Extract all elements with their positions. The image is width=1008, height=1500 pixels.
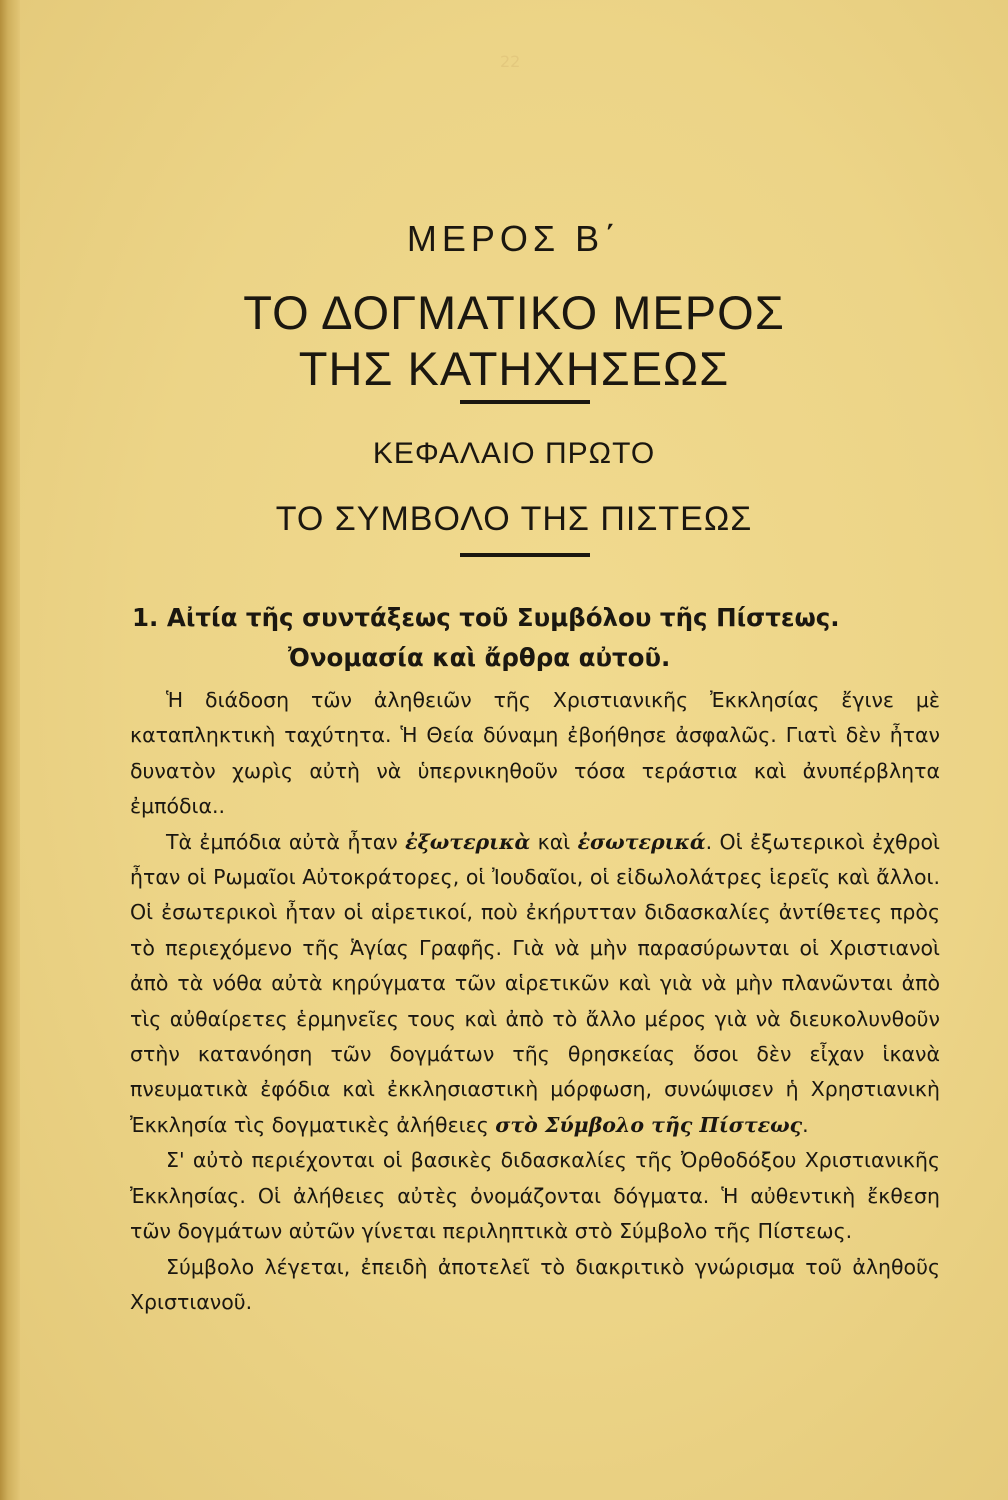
paragraph-text: Σύμβολο λέγεται, ἐπειδὴ ἀποτελεῖ τὸ διακριτικὸ γνώρισμα τοῦ ἀληθοῦς Χριστιανοῦ. [130,1254,940,1314]
main-title-line: ΤΗΣ ΚΑΤΗΧΗΣΕΩΣ [298,342,730,395]
paragraph [130,1143,940,1249]
page-number: 22 [500,52,521,71]
paragraph [130,1250,940,1321]
chapter-title: ΤΟ ΣΥΜΒΟΛΟ ΤΗΣ ΠΙΣΤΕΩΣ [275,500,753,538]
divider-rule [460,400,590,404]
section-heading-line: 1. Αἰτία τῆς συντάξεως τοῦ Συμβόλου τῆς Πίστεως. [132,603,840,632]
part-label: ΜΕΡΟΣ Β΄ [406,218,622,259]
paragraph [130,825,940,1144]
body-text [130,683,940,1320]
section-heading-line: Ὀνομασία καὶ ἄρθρα αὐτοῦ. [288,643,671,672]
emphasis-text: ἐσωτερικά [577,829,706,854]
paragraph-text: Ἡ διάδοση τῶν ἀληθειῶν τῆς Χριστιανικῆς Ἐκκλησίας ἔγινε μὲ καταπληκτικὴ ταχύτητα. Ἡ Θεία δύναμη ἐβοήθησε ἀσφαλῶς. Γιατὶ δὲν ἦταν δυνατὸν χωρὶς αὐτὴ νὰ ὑπερνικηθοῦν τόσα τεράστια καὶ ἀνυπέρβλητα ἐμπόδια.. [130,688,940,819]
book-page [20,0,1008,1500]
paragraph-text: Τὰ ἐμπόδια αὐτὰ ἦταν [166,829,406,854]
section-heading [132,598,932,678]
divider-rule [460,553,590,557]
paragraph-text: . Οἱ ἐξωτερικοὶ ἐχθροὶ ἦταν οἱ Ρωμαῖοι Αὐτοκράτορες, οἱ Ἰουδαῖοι, οἱ εἰδωλολάτρες ἱερεῖς καὶ ἄλλοι. Οἱ ἐσωτερικοὶ ἦταν οἱ αἱρετικοί, ποὺ ἐκήρυτταν διδασκαλίες ἀντίθετες πρὸς τὸ περιεχόμενο τῆς Ἁγίας Γραφῆς. Γιὰ νὰ μὴν παρασύρωνται οἱ Χριστιανοὶ ἀπὸ τὰ νόθα αὐτὰ κηρύγματα τῶν αἱρετικῶν καὶ γιὰ νὰ μὴν πλανῶνται ἀπὸ τὶς αὐθαίρετες ἑρμηνεῖες τους καὶ ἀπὸ τὸ ἄλλο μέρος γιὰ νὰ διευκολυνθοῦν στὴν κατανόηση τῶν δογμάτων τῆς θρησκείας ὅσοι δὲν εἶχαν ἱκανὰ πνευματικὰ ἐφόδια καὶ ἐκκλησιαστικὴ μόρφωση, συνώψισεν ἡ Χρηστιανικὴ Ἐκκλησία τὶς δογματικὲς ἀλήθειες [130,829,940,1137]
paragraph-text: Σ' αὐτὸ περιέχονται οἱ βασικὲς διδασκαλίες τῆς Ὀρθοδόξου Χριστιανικῆς Ἐκκλησίας. Οἱ ἀλήθειες αὐτὲς ὀνομάζονται δόγματα. Ἡ αὐθεντικὴ ἔκθεση τῶν δογμάτων αὐτῶν γίνεται περιληπτικὰ στὸ Σύμβολο τῆς Πίστεως. [130,1148,940,1244]
main-title-line: ΤΟ ΔΟΓΜΑΤΙΚΟ ΜΕΡΟΣ [243,286,785,339]
emphasis-text: στὸ Σύμβολο τῆς Πίστεως [495,1112,803,1137]
emphasis-text: ἐξωτερικὰ [405,829,531,854]
page-spine-edge [0,0,20,1500]
paragraph-text: . [802,1112,809,1137]
main-title [20,285,1008,397]
chapter-label: ΚΕΦΑΛΑΙΟ ΠΡΩΤΟ [372,437,656,470]
paragraph-text: καὶ [530,829,578,854]
paragraph [130,683,940,825]
